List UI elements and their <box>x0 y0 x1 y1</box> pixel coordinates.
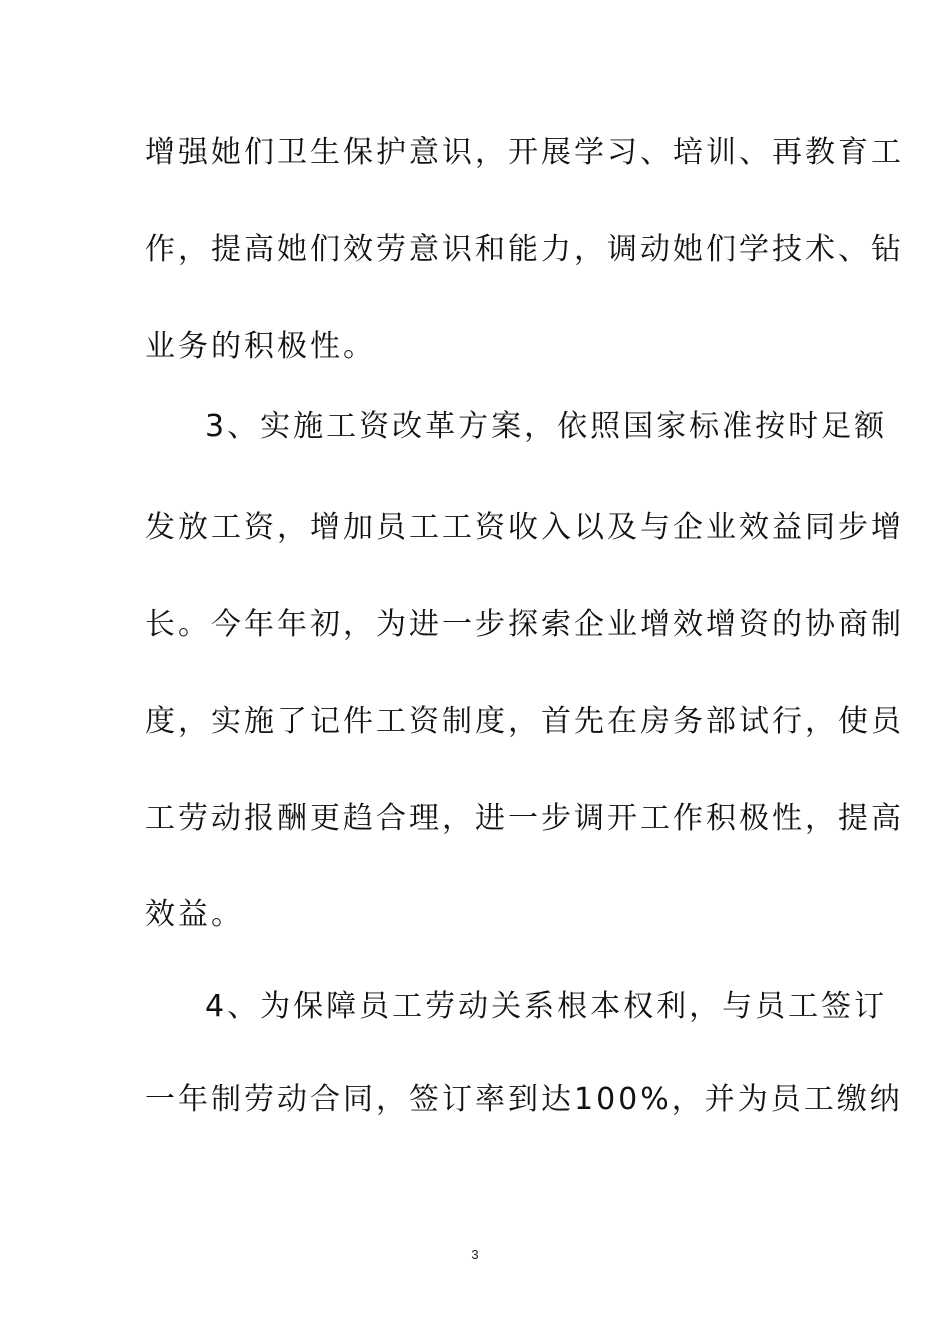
page-number: 3 <box>471 1247 479 1262</box>
body-text-line: 长。今年年初，为进一步探索企业增效增资的协商制 <box>145 607 904 642</box>
body-text-line: 工劳动报酬更趋合理，进一步调开工作积极性，提高 <box>145 801 904 836</box>
paragraph-3-first-line: 3、实施工资改革方案，依照国家标准按时足额 <box>205 409 888 444</box>
body-text-line: 增强她们卫生保护意识，开展学习、培训、再教育工 <box>145 135 904 170</box>
body-text-line: 发放工资，增加员工工资收入以及与企业效益同步增 <box>145 510 904 545</box>
body-text-line: 作，提高她们效劳意识和能力，调动她们学技术、钻 <box>145 232 904 267</box>
body-text-line: 效益。 <box>145 897 244 932</box>
body-text-line: 业务的积极性。 <box>145 329 376 364</box>
body-text-line: 度，实施了记件工资制度，首先在房务部试行，使员 <box>145 704 904 739</box>
body-text-line: 一年制劳动合同，签订率到达100%，并为员工缴纳 <box>145 1082 903 1117</box>
paragraph-4-first-line: 4、为保障员工劳动关系根本权利，与员工签订 <box>205 989 888 1024</box>
